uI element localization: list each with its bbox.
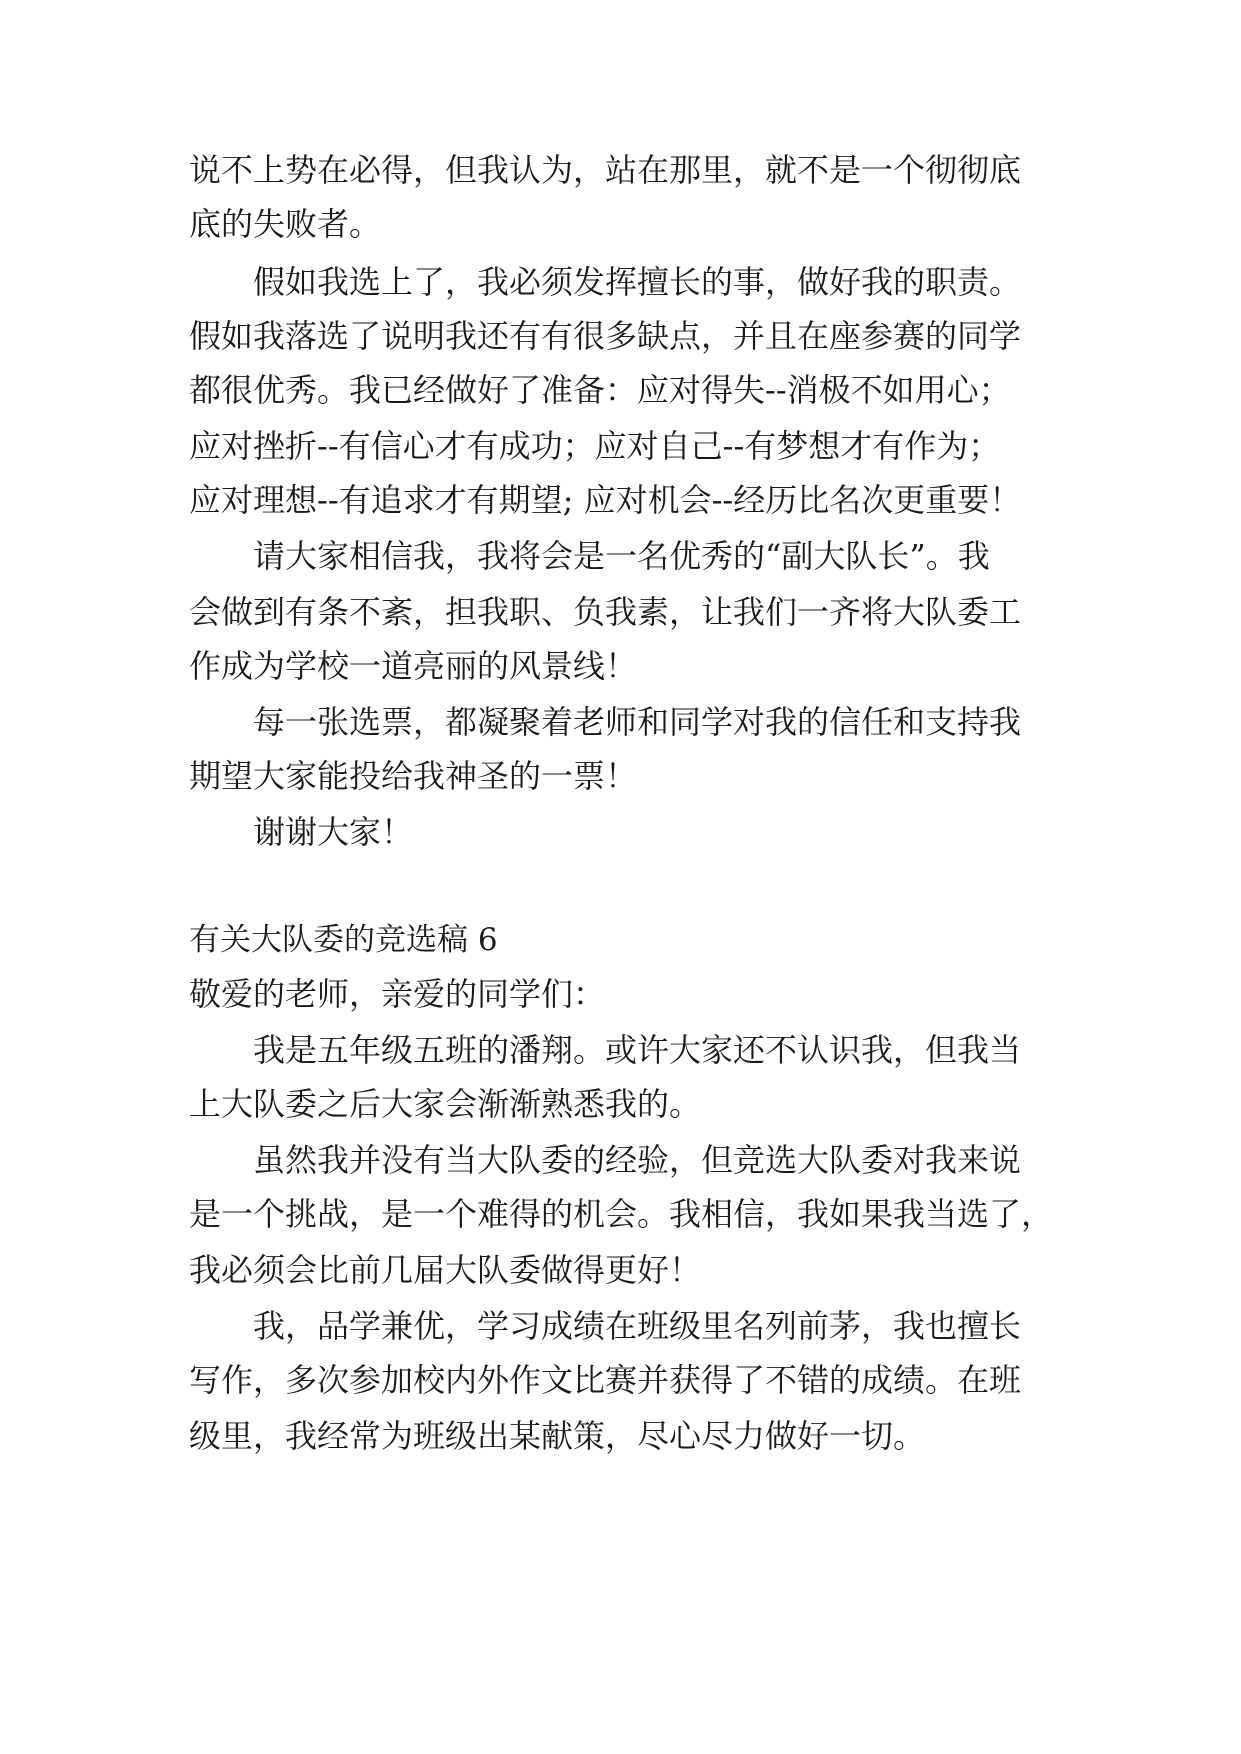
- text-line-21: 我，品学兼优，学习成绩在班级里名列前茅，我也擅长: [253, 1307, 1022, 1345]
- text-line-22: 写作，多次参加校内外作文比赛并获得了不错的成绩。在班: [189, 1361, 1022, 1399]
- text-line-1: 说不上势在必得，但我认为，站在那里，就不是一个彻彻底: [189, 151, 1022, 189]
- text-line-11: 每一张选票，都凝聚着老师和同学对我的信任和支持我: [253, 703, 1022, 741]
- text-line-2: 底的失败者。: [189, 205, 382, 243]
- text-line-18: 虽然我并没有当大队委的经验，但竞选大队委对我来说: [253, 1141, 1022, 1179]
- text-line-8: 请大家相信我，我将会是一名优秀的“副大队长”。我: [253, 537, 990, 575]
- text-line-13: 谢谢大家！: [253, 813, 414, 851]
- text-line-9: 会做到有条不紊，担我职、负我素，让我们一齐将大队委工: [189, 593, 1022, 631]
- text-line-10: 作成为学校一道亮丽的风景线！: [189, 647, 638, 685]
- text-line-7: 应对理想--有追求才有期望; 应对机会--经历比名次更重要！: [189, 481, 1022, 519]
- text-line-5: 都很优秀。我已经做好了准备：应对得失--消极不如用心；: [189, 371, 1011, 409]
- text-line-12: 期望大家能投给我神圣的一票！: [189, 757, 638, 795]
- text-line-6: 应对挫折--有信心才有成功；应对自己--有梦想才有作为；: [189, 427, 1001, 465]
- salutation: 敬爱的老师，亲爱的同学们：: [189, 975, 606, 1013]
- text-line-17: 上大队委之后大家会渐渐熟悉我的。: [189, 1085, 702, 1123]
- section-heading: 有关大队委的竞选稿 6: [189, 922, 498, 958]
- text-line-16: 我是五年级五班的潘翔。或许大家还不认识我，但我当: [253, 1031, 1022, 1069]
- text-column: [189, 0, 1059, 1754]
- text-line-23: 级里，我经常为班级出某献策，尽心尽力做好一切。: [189, 1417, 926, 1455]
- text-line-3: 假如我选上了，我必须发挥擅长的事，做好我的职责。: [253, 263, 1022, 301]
- text-line-20: 我必须会比前几届大队委做得更好！: [189, 1251, 702, 1289]
- text-line-19: 是一个挑战，是一个难得的机会。我相信，我如果我当选了，: [189, 1195, 1054, 1233]
- text-line-4: 假如我落选了说明我还有有很多缺点，并且在座参赛的同学: [189, 317, 1022, 355]
